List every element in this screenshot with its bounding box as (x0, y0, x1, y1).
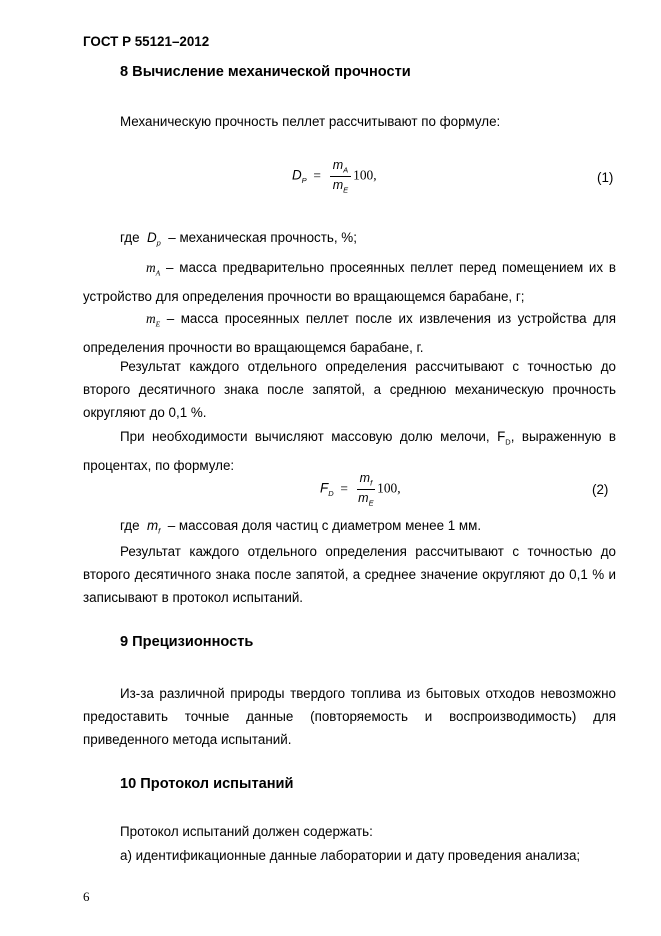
section-8-title: 8 Вычисление механической прочности (120, 64, 411, 80)
document-id: ГОСТ Р 55121–2012 (83, 34, 210, 49)
section-9-title: 9 Прецизионность (120, 634, 254, 650)
equation-number-2: (2) (592, 482, 609, 497)
result-paragraph-2: Результат каждого отдельного определения рассчитывают с точностью до второго десятичного знака после запятой, а среднее значение округляют до 0,1 % и записывают в протокол испытаний. (83, 544, 616, 605)
definition-me: $m_E$ – масса просеянных пеллет после их извлечения из устройства для определения прочности во вращающемся барабане, г. (83, 311, 616, 355)
formula-2-fraction: $\frac{m_f}{m_E}$ (358, 471, 374, 507)
result-paragraph-1: Результат каждого отдельного определения рассчитывают с точностью до второго десятичного знака после запятой, а среднюю механическую прочность округляют до 0,1 %. (83, 359, 616, 420)
formula-1: $D_P$ = $\frac{m_A}{m_E}$ 100, (292, 158, 377, 194)
definition-ma: $m_A$ – масса предварительно просеянных пеллет перед помещением их в устройство для определения прочности во вращающемся барабане, г; (83, 260, 616, 304)
definition-dp: где $D_p$ – механическая прочность, %; (120, 230, 357, 248)
equation-number-1: (1) (597, 170, 614, 185)
page-number: 6 (83, 889, 90, 904)
formula-2: $F_D$ = $\frac{m_f}{m_E}$ 100, (320, 471, 401, 507)
definition-mf: где $m_f$ – массовая доля частиц с диаметром менее 1 мм. (120, 518, 482, 536)
formula-1-fraction: $\frac{m_A}{m_E}$ (330, 158, 351, 194)
section-9-body: Из-за различной природы твердого топлива из бытовых отходов невозможно предоставить точные данные (повторяемость и воспроизводимость) для приведенного метода испытаний. (83, 686, 616, 747)
section-10-intro: Протокол испытаний должен содержать: (120, 824, 373, 839)
section-8-intro: Механическую прочность пеллет рассчитывают по формуле: (120, 114, 501, 129)
section-10-item-a: а) идентификационные данные лаборатории и дату проведения анализа; (120, 848, 581, 863)
section-10-title: 10 Протокол испытаний (120, 776, 294, 792)
fines-paragraph: При необходимости вычисляют массовую долю мелочи, $F_D$, выраженную в процентах, по формуле: (83, 429, 616, 473)
